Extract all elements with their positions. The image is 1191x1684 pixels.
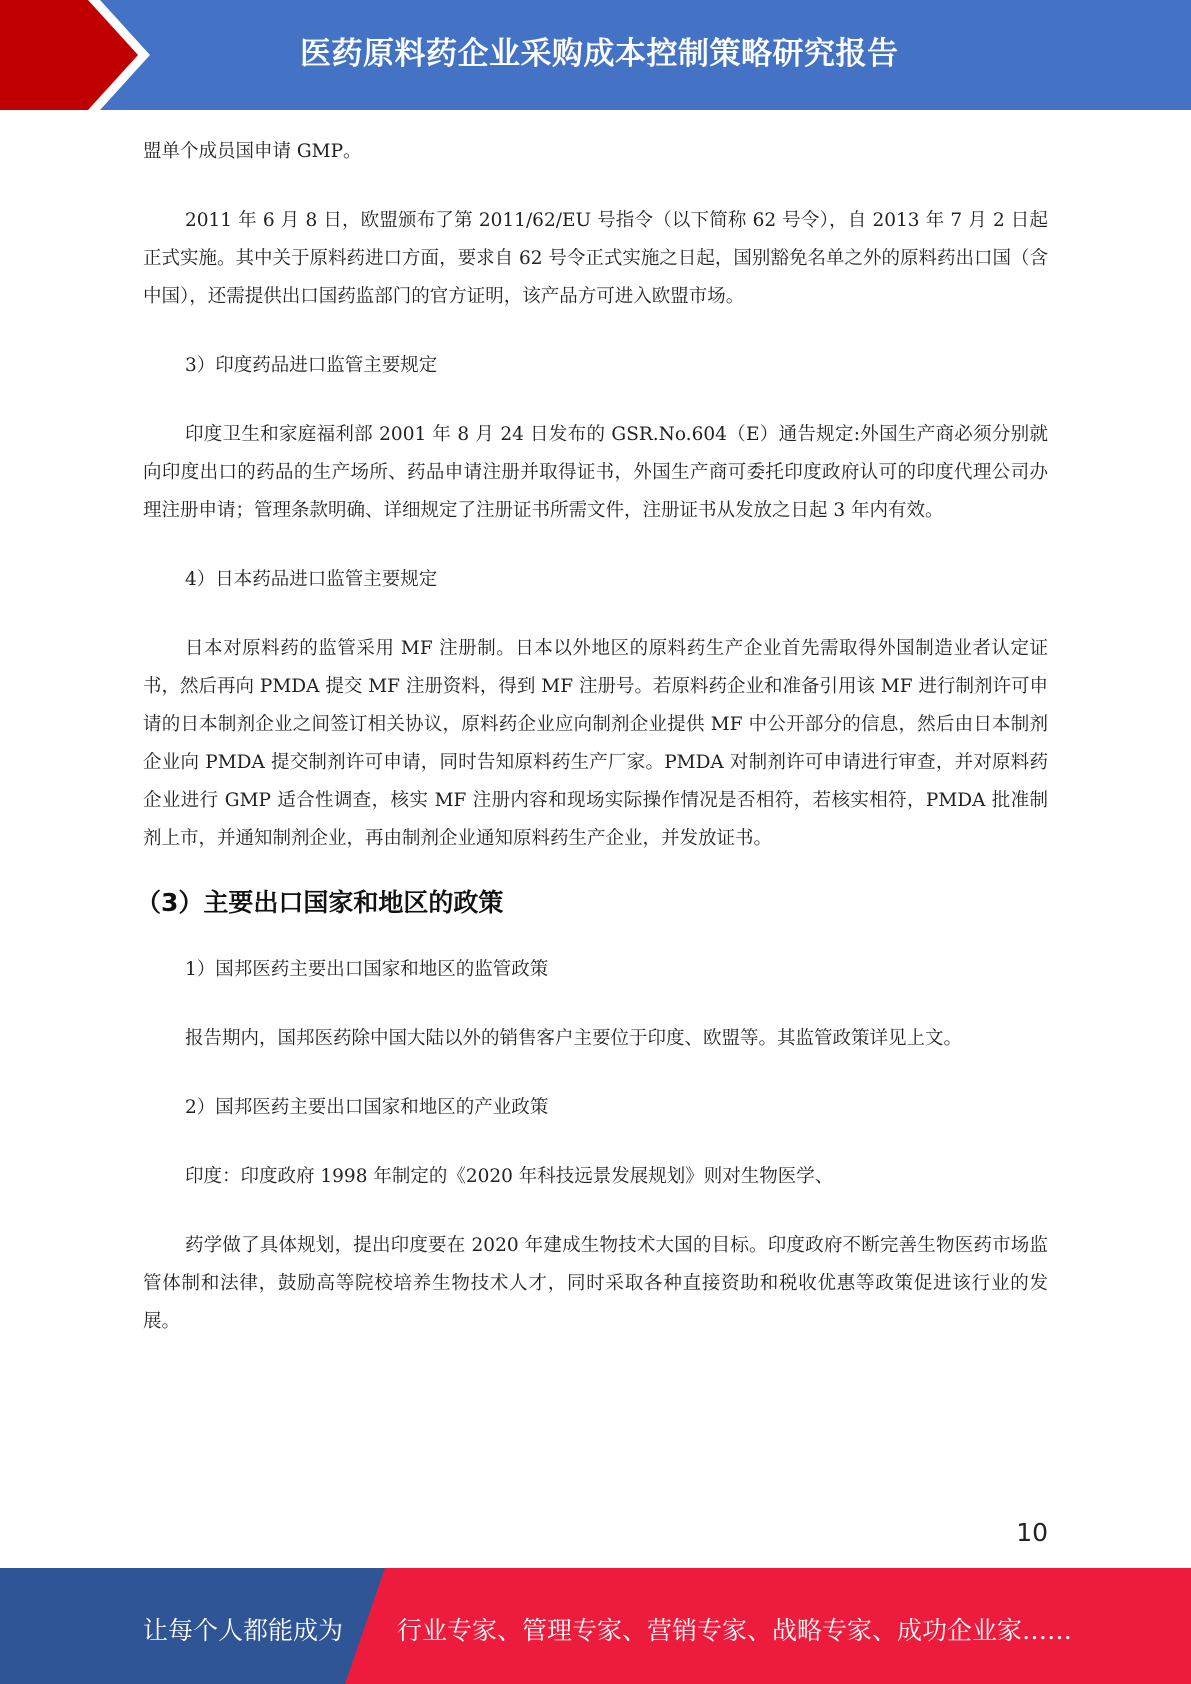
subheading: 2）国邦医药主要出口国家和地区的产业政策 (185, 1097, 549, 1118)
paragraph: 2011 年 6 月 8 日，欧盟颁布了第 2011/62/EU 号指令（以下简称 62 号令），自 2013 年 7 月 2 日起正式实施。其中关于原料药进口方面，要求自 62 号令正式实施之日起，国别豁免名单之外的原料药出口国（含中国），还需提供出口国药监部门的官方证明，该产品方可进入欧盟市场。 (143, 210, 1048, 307)
paragraph: 印度：印度政府 1998 年制定的《2020 年科技远景发展规划》则对生物医学、 (185, 1166, 834, 1187)
footer-slogan-left: 让每个人都能成为 (143, 1616, 344, 1645)
page-header (0, 0, 1191, 110)
red-chevron-decoration (0, 0, 160, 110)
subheading: 4）日本药品进口监管主要规定 (185, 569, 438, 590)
paragraph: 报告期内，国邦医药除中国大陆以外的销售客户主要位于印度、欧盟等。其监管政策详见上文。 (185, 1028, 963, 1049)
paragraph: 印度卫生和家庭福利部 2001 年 8 月 24 日发布的 GSR.No.604（E）通告规定:外国生产商必须分别就向印度出口的药品的生产场所、药品申请注册并取得证书，外国生产商可委托印度政府认可的印度代理公司办理注册申请；管理条款明确、详细规定了注册证书所需文件，注册证书从发放之日起 3 年内有效。 (143, 424, 1048, 521)
paragraph: 日本对原料药的监管采用 MF 注册制。日本以外地区的原料药生产企业首先需取得外国制造业者认定证书，然后再向 PMDA 提交 MF 注册资料，得到 MF 注册号。若原料药企业和准备引用该 MF 进行制剂许可申请的日本制剂企业之间签订相关协议，原料药企业应向制剂企业提供 MF 中公开部分的信息，然后由日本制剂企业向 PMDA 提交制剂许可申请，同时告知原料药生产厂家。PMDA 对制剂许可申请进行审查，并对原料药企业进行 GMP 适合性调查，核实 MF 注册内容和现场实际操作情况是否相符，若核实相符，PMDA 批准制剂上市，并通知制剂企业，再由制剂企业通知原料药生产企业，并发放证书。 (143, 638, 1048, 849)
footer-slogan-right: 行业专家、管理专家、营销专家、战略专家、成功企业家…… (397, 1616, 1073, 1645)
section-heading: （3）主要出口国家和地区的政策 (136, 888, 504, 917)
page-number: 10 (1016, 1518, 1048, 1547)
subheading: 3）印度药品进口监管主要规定 (185, 355, 438, 376)
report-title: 医药原料药企业采购成本控制策略研究报告 (300, 36, 899, 72)
document-body (136, 133, 1048, 1372)
paragraph: 盟单个成员国申请 GMP。 (143, 141, 362, 162)
paragraph: 药学做了具体规划，提出印度要在 2020 年建成生物技术大国的目标。印度政府不断完善生物医药市场监管体制和法律，鼓励高等院校培养生物技术人才，同时采取各种直接资助和税收优惠等政策促进该行业的发展。 (143, 1235, 1048, 1332)
subheading: 1）国邦医药主要出口国家和地区的监管政策 (185, 959, 549, 980)
page-footer (0, 1568, 1191, 1684)
